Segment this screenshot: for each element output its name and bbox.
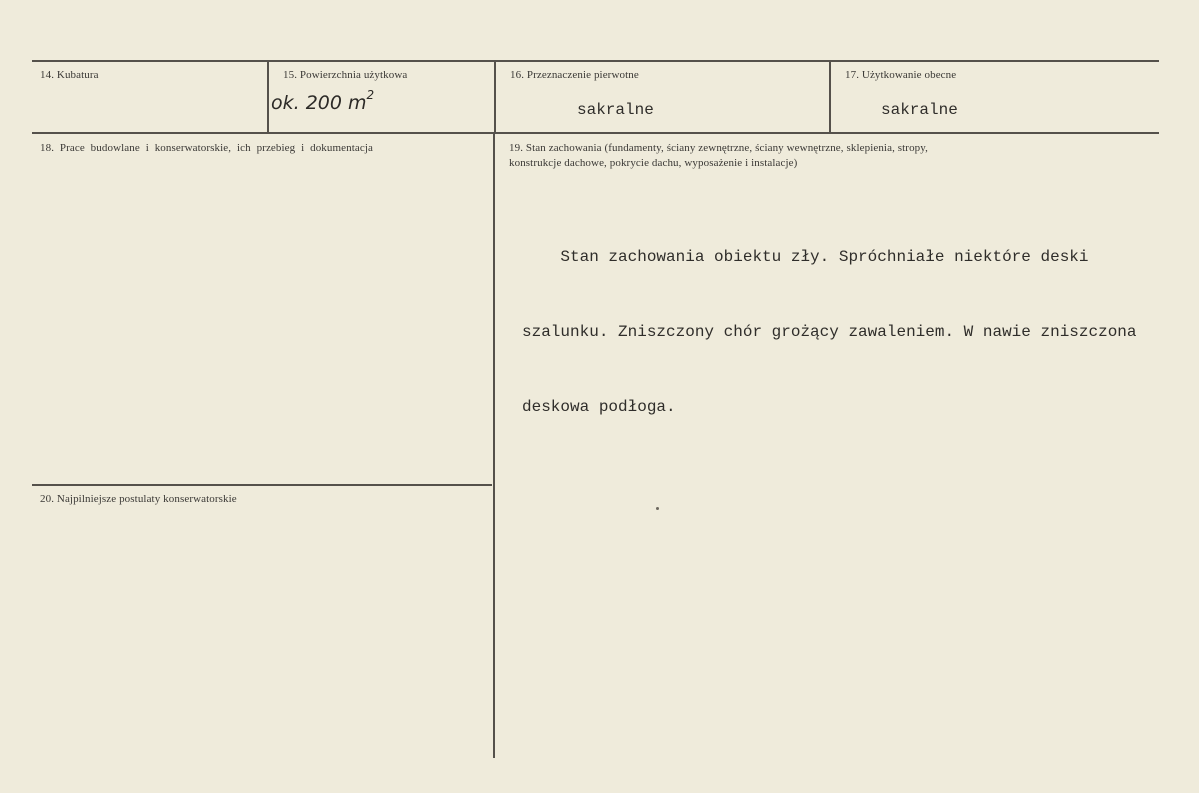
main-column-divider: [493, 134, 495, 758]
condition-line-3: deskowa podłoga.: [522, 398, 676, 416]
field-19-label-line2: konstrukcje dachowe, pokrycie dachu, wyposażenie i instalacje): [509, 157, 798, 169]
divider-15-16: [494, 62, 496, 132]
field-19-text: [522, 195, 1137, 470]
field-15-value: [271, 88, 375, 114]
area-unit-exponent: 2: [366, 88, 375, 102]
field-14-label: 14. Kubatura: [40, 69, 99, 81]
field-17-label: 17. Użytkowanie obecne: [845, 69, 957, 81]
field-19-label-line1: 19. Stan zachowania (fundamenty, ściany zewnętrzne, ściany wewnętrzne, sklepienia, stropy,: [509, 142, 929, 154]
paper-speck: [656, 507, 659, 510]
condition-line-1: Stan zachowania obiektu zły. Spróchniałe niektóre deski: [522, 248, 1089, 266]
left-column-divider: [32, 484, 492, 486]
condition-line-2: szalunku. Zniszczony chór grożący zawaleniem. W nawie zniszczona: [522, 323, 1137, 341]
field-16-label: 16. Przeznaczenie pierwotne: [510, 69, 639, 81]
top-rule: [32, 60, 1159, 62]
field-15-label: 15. Powierzchnia użytkowa: [283, 69, 408, 81]
field-18-label: 18. Prace budowlane i konserwatorskie, ich przebieg i dokumentacja: [40, 142, 373, 154]
field-17-value: sakralne: [881, 101, 958, 119]
field-20-label: 20. Najpilniejsze postulaty konserwatorskie: [40, 493, 237, 505]
divider-14-15: [267, 62, 269, 132]
divider-16-17: [829, 62, 831, 132]
field-16-value: sakralne: [577, 101, 654, 119]
area-value: ok. 200 m: [271, 92, 367, 114]
row-divider: [32, 132, 1159, 134]
